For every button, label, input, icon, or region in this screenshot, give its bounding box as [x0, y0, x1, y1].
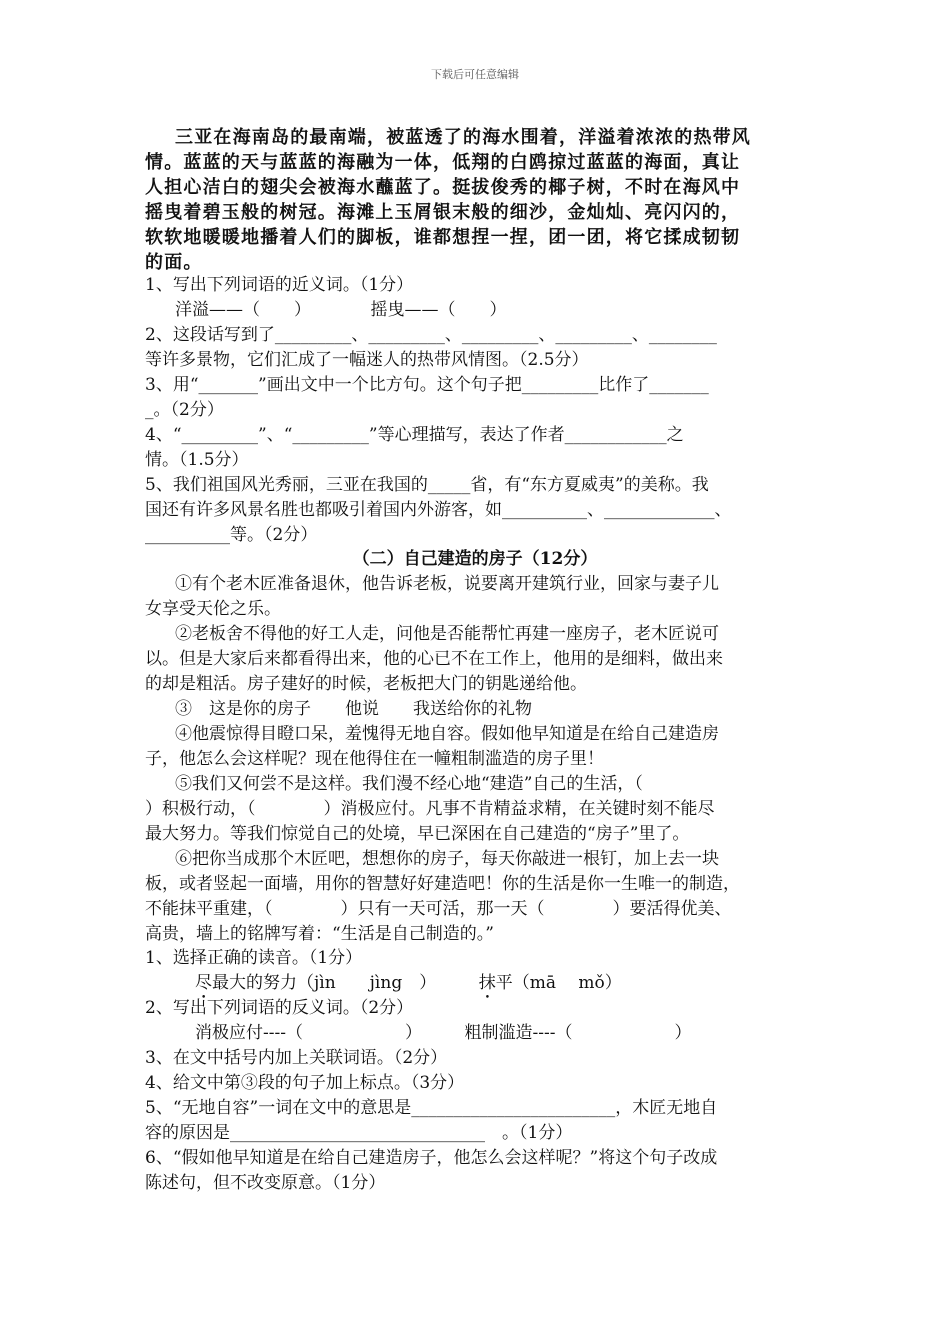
question-2-3: 3、在文中括号内加上关联词语。（2分）: [145, 1048, 448, 1068]
passage2-line: ④他震惊得目瞪口呆，羞愧得无地自容。假如他早知道是在给自己建造房: [175, 724, 719, 744]
passage2-line: 的却是粗活。房子建好的时候，老板把大门的钥匙递给他。: [145, 674, 587, 694]
page-header: 下载后可任意编辑: [431, 68, 519, 81]
question-1: 1、写出下列词语的近义词。（1分）: [145, 275, 414, 295]
question-2-4: 4、给文中第③段的句子加上标点。（3分）: [145, 1073, 465, 1093]
passage1-line: 摇曳着碧玉般的树冠。海滩上玉屑银末般的细沙，金灿灿、亮闪闪的，: [145, 202, 741, 223]
passage1-line: 情。蓝蓝的天与蓝蓝的海融为一体，低翔的白鸥掠过蓝蓝的海面，真让: [145, 152, 741, 173]
question-5: 5、我们祖国风光秀丽，三亚在我国的_____省，有“东方夏威夷”的美称。我: [145, 475, 709, 495]
passage2-line: ⑥把你当成那个木匠吧，想想你的房子，每天你敲进一根钉，加上去一块: [175, 849, 719, 869]
question-2-cont: 等许多景物，它们汇成了一幅迷人的热带风情图。（2.5分）: [145, 350, 589, 370]
passage2-line: 子，他怎么会这样呢？现在他得住在一幢粗制滥造的房子里！: [145, 749, 604, 769]
passage2-line: 不能抹平重建，（ ）只有一天可活，那一天（ ）要活得优美、: [145, 899, 732, 919]
question-4: 4、“_________”、“_________”等心理描写，表达了作者____________之: [145, 425, 684, 445]
question-2-6: 6、“假如他早知道是在给自己建造房子，他怎么会这样呢？”将这个句子改成: [145, 1148, 718, 1168]
passage2-line: 板，或者竖起一面墙，用你的智慧好好建造吧！你的生活是你一生唯一的制造，: [145, 874, 740, 894]
passage2-line: 以。但是大家后来都看得出来，他的心已不在工作上，他用的是细料，做出来: [145, 649, 723, 669]
passage1-line: 软软地暖暖地播着人们的脚板，谁都想捏一捏，团一团，将它揉成韧韧: [145, 227, 741, 248]
question-5-cont: 国还有许多风景名胜也都吸引着国内外游客，如__________、_____________、: [145, 500, 732, 520]
question-2: 2、这段话写到了_________、_________、_________、_________、________: [145, 325, 717, 345]
question-4-cont: 情。（1.5分）: [145, 450, 249, 470]
passage2-line: ）积极行动，（ ）消极应付。凡事不肯精益求精，在关键时刻不能尽: [145, 799, 715, 819]
passage2-line: 女享受天伦之乐。: [145, 599, 281, 619]
passage2-line: ⑤我们又何尝不是这样。我们漫不经心地“建造”自己的生活，（: [175, 774, 643, 794]
question-5-cont2: __________等。（2分）: [145, 525, 318, 545]
passage2-line: 高贵，墙上的铭牌写着：“生活是自己制造的。”: [145, 924, 494, 944]
pronunciation-choice-2: 平（mā mǒ）: [495, 973, 622, 993]
question-3-cont: _。（2分）: [145, 400, 224, 420]
question-2-2-items: 消极应付----（ ） 粗制滥造----（ ）: [195, 1023, 692, 1043]
question-2-1: 1、选择正确的读音。（1分）: [145, 948, 363, 968]
question-2-5: 5、“无地自容”一词在文中的意思是________________________，木匠无地自: [145, 1098, 718, 1118]
passage1-line: 人担心洁白的翅尖会被海水蘸蓝了。挺拔俊秀的椰子树，不时在海风中: [145, 177, 741, 198]
question-2-6-cont: 陈述句，但不改变原意。（1分）: [145, 1173, 386, 1193]
question-3: 3、用“_______”画出文中一个比方句。这个句子把_________比作了_______: [145, 375, 709, 395]
passage1-line: 的面。: [145, 252, 203, 273]
passage1-line: 三亚在海南岛的最南端，被蓝透了的海水围着，洋溢着浓浓的热带风: [175, 127, 751, 148]
emphasized-char: 尽: [195, 973, 212, 993]
passage2-line: ②老板舍不得他的好工人走，问他是否能帮忙再建一座房子，老木匠说可: [175, 624, 719, 644]
section-2-title: （二）自己建造的房子（12分）: [352, 549, 598, 569]
question-1-items: 洋溢——（ ） 摇曳——（ ）: [175, 300, 507, 320]
passage2-line: ①有个老木匠准备退休，他告诉老板，说要离开建筑行业，回家与妻子儿: [175, 574, 719, 594]
emphasized-char: 抹: [478, 973, 496, 993]
passage2-line: 最大努力。等我们惊觉自己的处境，早已深困在自己建造的“房子”里了。: [145, 824, 690, 844]
pronunciation-choice-1: 最大的努力（jìn jìng ）: [212, 973, 479, 993]
question-2-5-cont: 容的原因是______________________________ 。（1分）: [145, 1123, 573, 1143]
question-2-2: 2、写出下列词语的反义词。（2分）: [145, 998, 414, 1018]
passage2-line: ③ 这是你的房子 他说 我送给你的礼物: [175, 699, 532, 719]
